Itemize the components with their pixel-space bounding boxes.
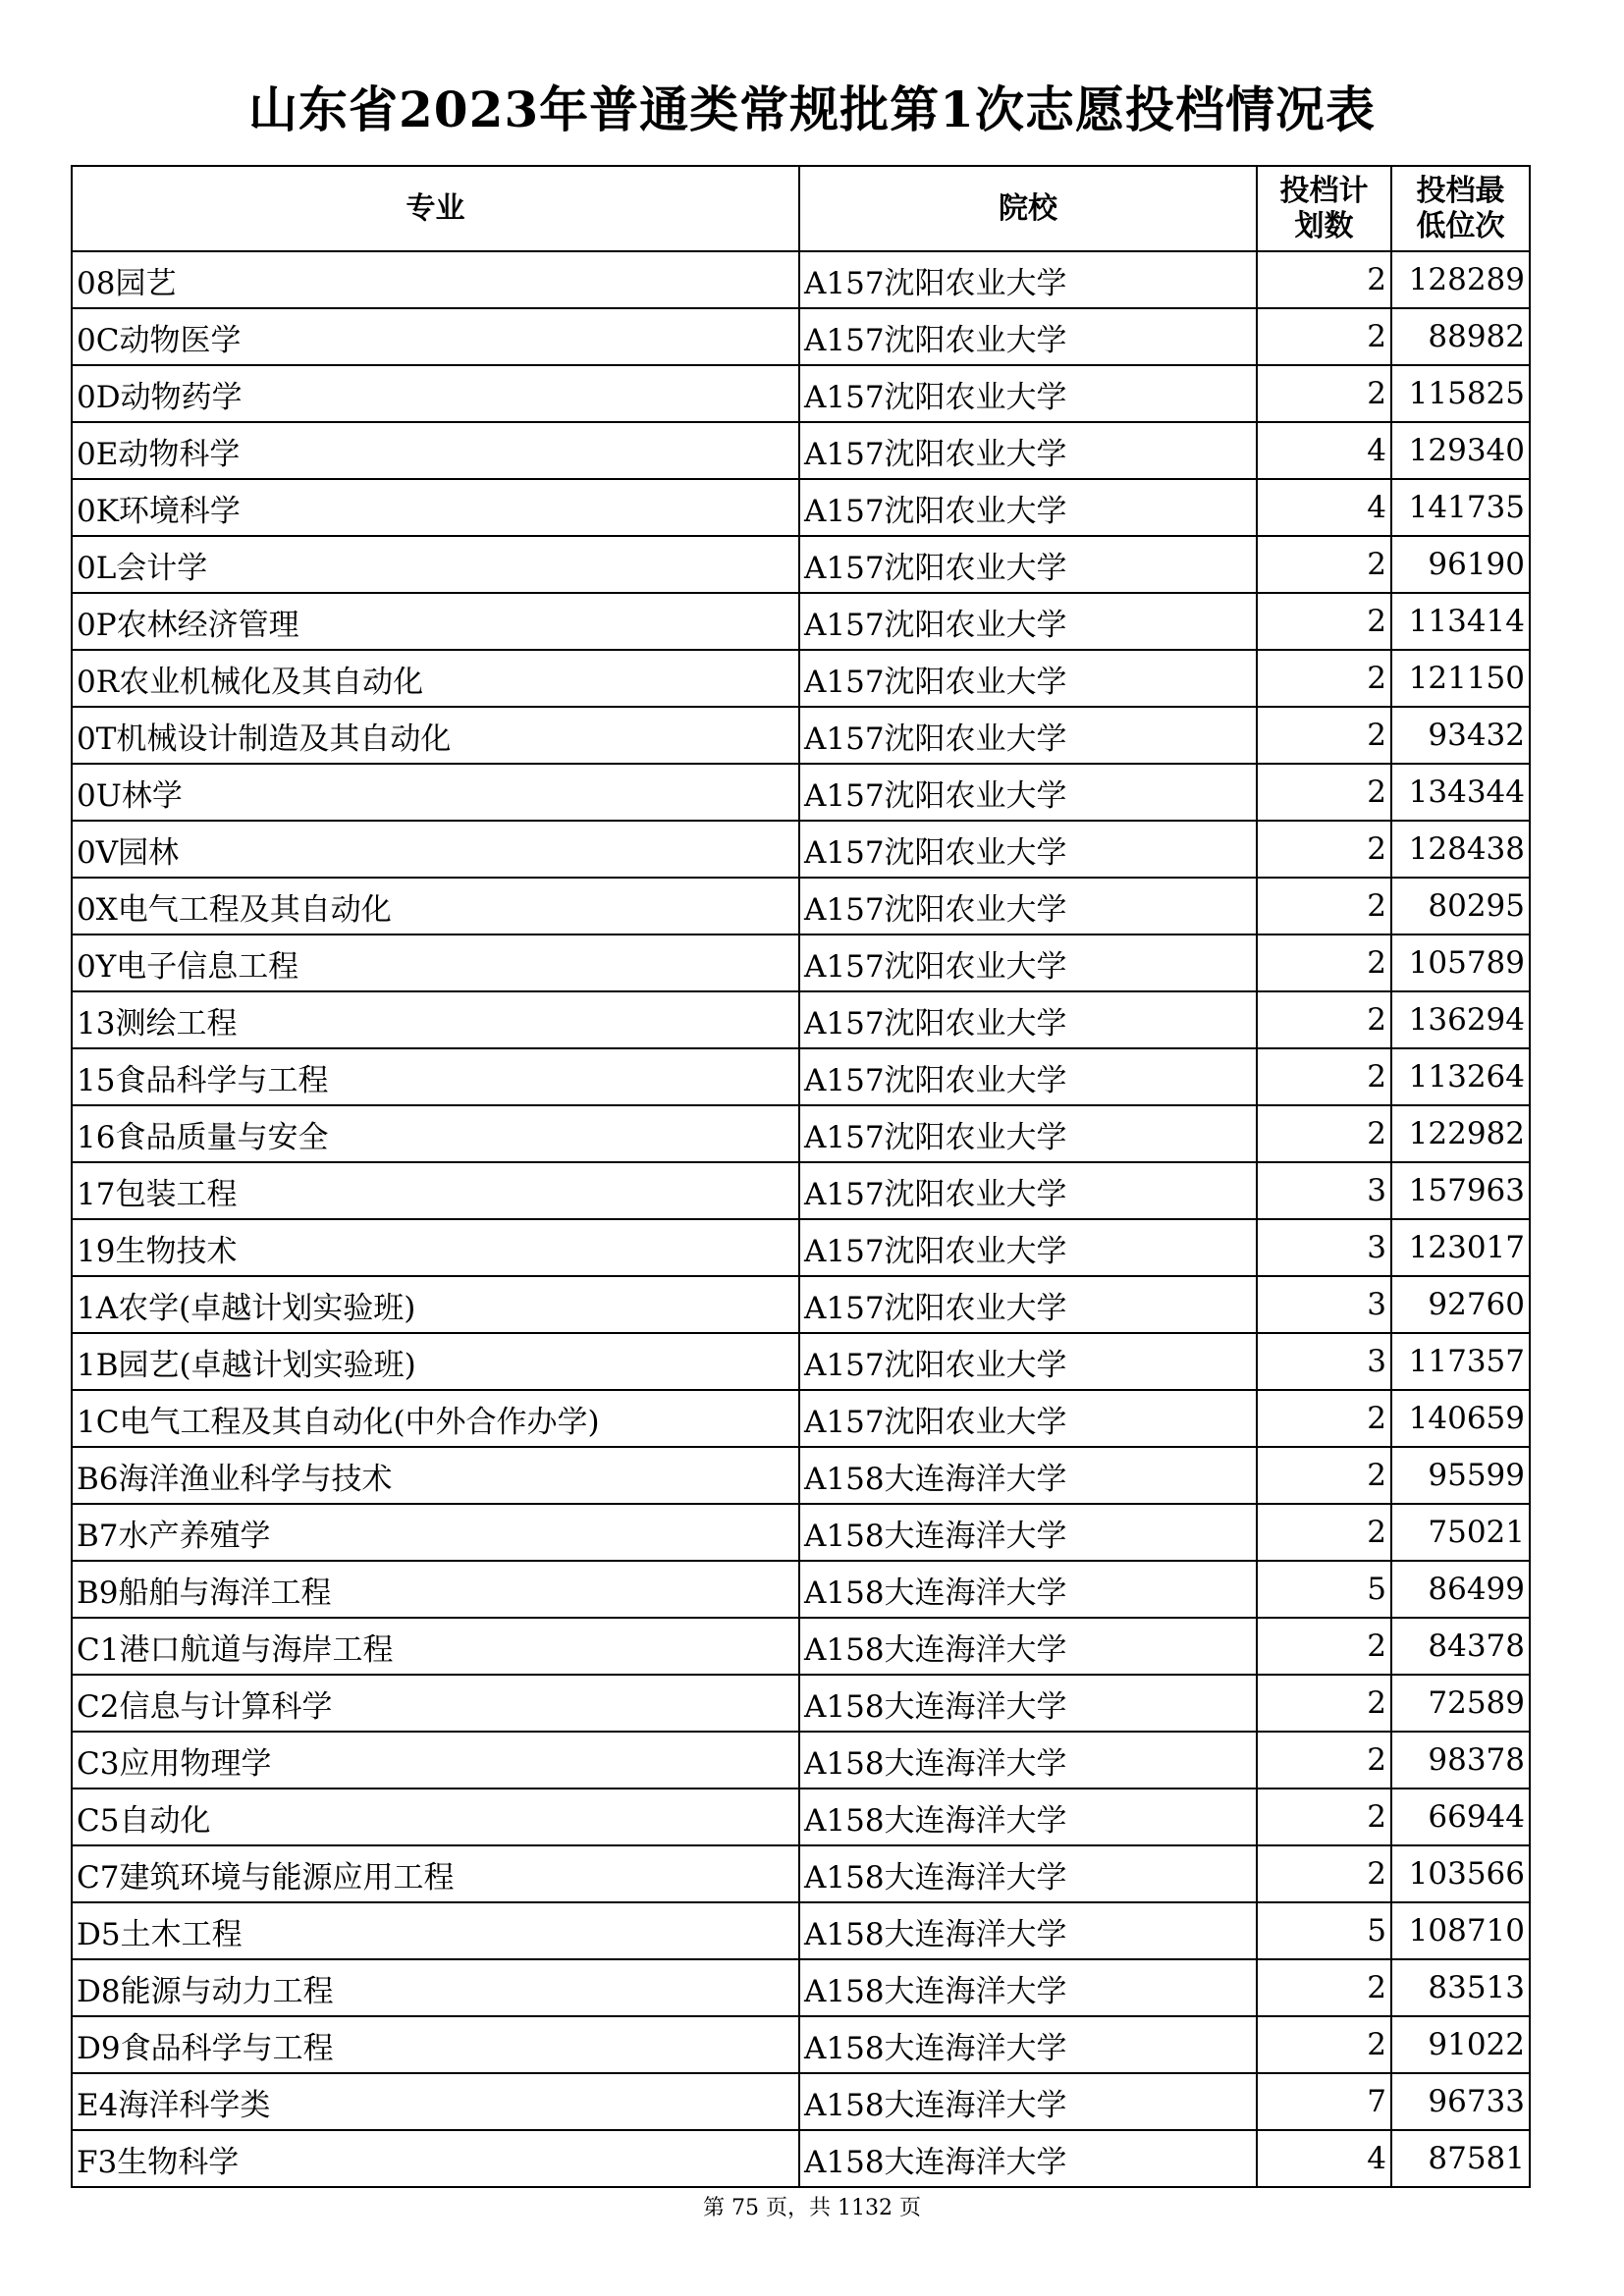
cell-plan: 2: [1257, 251, 1391, 308]
cell-school: A157沈阳农业大学: [799, 536, 1257, 593]
cell-school: A158大连海洋大学: [799, 1902, 1257, 1959]
header-major: 专业: [72, 166, 799, 251]
cell-plan: 7: [1257, 2073, 1391, 2130]
cell-major: 1C电气工程及其自动化(中外合作办学): [72, 1390, 799, 1447]
cell-school: A158大连海洋大学: [799, 1959, 1257, 2016]
cell-rank: 66944: [1391, 1789, 1530, 1845]
cell-plan: 2: [1257, 1048, 1391, 1105]
cell-school: A158大连海洋大学: [799, 1504, 1257, 1561]
cell-rank: 157963: [1391, 1162, 1530, 1219]
cell-plan: 5: [1257, 1902, 1391, 1959]
cell-plan: 2: [1257, 2016, 1391, 2073]
cell-major: 0D动物药学: [72, 365, 799, 422]
cell-major: 0C动物医学: [72, 308, 799, 365]
cell-plan: 2: [1257, 878, 1391, 934]
cell-rank: 122982: [1391, 1105, 1530, 1162]
cell-school: A158大连海洋大学: [799, 2016, 1257, 2073]
table-row: [72, 1561, 1530, 1618]
cell-major: 0V园林: [72, 821, 799, 878]
table-row: [72, 934, 1530, 991]
cell-major: C3应用物理学: [72, 1732, 799, 1789]
cell-major: 13测绘工程: [72, 991, 799, 1048]
table-row: [72, 1447, 1530, 1504]
cell-plan: 2: [1257, 1504, 1391, 1561]
cell-plan: 3: [1257, 1333, 1391, 1390]
table-row: [72, 1390, 1530, 1447]
cell-rank: 141735: [1391, 479, 1530, 536]
cell-plan: 2: [1257, 991, 1391, 1048]
cell-school: A158大连海洋大学: [799, 2130, 1257, 2187]
cell-school: A157沈阳农业大学: [799, 934, 1257, 991]
cell-rank: 93432: [1391, 707, 1530, 764]
cell-major: C1港口航道与海岸工程: [72, 1618, 799, 1675]
cell-major: 0X电气工程及其自动化: [72, 878, 799, 934]
cell-rank: 72589: [1391, 1675, 1530, 1732]
cell-rank: 103566: [1391, 1845, 1530, 1902]
header-school: 院校: [799, 166, 1257, 251]
cell-major: B6海洋渔业科学与技术: [72, 1447, 799, 1504]
header-rank-line1: 投档最: [1416, 173, 1505, 208]
cell-school: A158大连海洋大学: [799, 1618, 1257, 1675]
cell-school: A158大连海洋大学: [799, 1561, 1257, 1618]
cell-major: D8能源与动力工程: [72, 1959, 799, 2016]
table-row: [72, 593, 1530, 650]
cell-school: A157沈阳农业大学: [799, 308, 1257, 365]
cell-major: 16食品质量与安全: [72, 1105, 799, 1162]
page-title: 山东省2023年普通类常规批第1次志愿投档情况表: [248, 80, 1376, 138]
cell-major: 0P农林经济管理: [72, 593, 799, 650]
cell-major: F3生物科学: [72, 2130, 799, 2187]
header-rank-line2: 低位次: [1416, 208, 1505, 243]
cell-plan: 2: [1257, 1789, 1391, 1845]
cell-plan: 2: [1257, 593, 1391, 650]
cell-rank: 96190: [1391, 536, 1530, 593]
cell-plan: 2: [1257, 821, 1391, 878]
cell-school: A157沈阳农业大学: [799, 821, 1257, 878]
cell-rank: 105789: [1391, 934, 1530, 991]
cell-rank: 134344: [1391, 764, 1530, 821]
cell-rank: 128289: [1391, 251, 1530, 308]
cell-school: A157沈阳农业大学: [799, 1105, 1257, 1162]
table-row: [72, 2016, 1530, 2073]
cell-rank: 123017: [1391, 1219, 1530, 1276]
cell-major: 0Y电子信息工程: [72, 934, 799, 991]
cell-rank: 87581: [1391, 2130, 1530, 2187]
table-row: [72, 1732, 1530, 1789]
cell-rank: 113414: [1391, 593, 1530, 650]
cell-school: A157沈阳农业大学: [799, 593, 1257, 650]
table-row: [72, 1959, 1530, 2016]
cell-major: 0E动物科学: [72, 422, 799, 479]
cell-school: A157沈阳农业大学: [799, 1162, 1257, 1219]
cell-plan: 2: [1257, 365, 1391, 422]
page-footer: 第 75 页，共 1132 页: [703, 2196, 921, 2220]
cell-rank: 80295: [1391, 878, 1530, 934]
cell-major: D5土木工程: [72, 1902, 799, 1959]
cell-rank: 96733: [1391, 2073, 1530, 2130]
cell-rank: 121150: [1391, 650, 1530, 707]
cell-plan: 2: [1257, 1390, 1391, 1447]
cell-plan: 2: [1257, 1447, 1391, 1504]
cell-rank: 140659: [1391, 1390, 1530, 1447]
cell-school: A157沈阳农业大学: [799, 1333, 1257, 1390]
cell-plan: 2: [1257, 764, 1391, 821]
table-row: [72, 1845, 1530, 1902]
cell-plan: 2: [1257, 1618, 1391, 1675]
cell-rank: 129340: [1391, 422, 1530, 479]
cell-rank: 91022: [1391, 2016, 1530, 2073]
cell-major: C5自动化: [72, 1789, 799, 1845]
cell-rank: 115825: [1391, 365, 1530, 422]
table-row: [72, 1105, 1530, 1162]
table-row: [72, 2130, 1530, 2187]
cell-school: A157沈阳农业大学: [799, 878, 1257, 934]
cell-school: A157沈阳农业大学: [799, 1390, 1257, 1447]
header-plan: [1257, 166, 1391, 251]
cell-school: A158大连海洋大学: [799, 2073, 1257, 2130]
table-row: [72, 536, 1530, 593]
table-row: [72, 991, 1530, 1048]
admission-table: [71, 165, 1531, 2188]
cell-plan: 2: [1257, 1675, 1391, 1732]
table-row: [72, 821, 1530, 878]
cell-major: 0U林学: [72, 764, 799, 821]
cell-school: A157沈阳农业大学: [799, 1219, 1257, 1276]
cell-major: 0L会计学: [72, 536, 799, 593]
cell-school: A157沈阳农业大学: [799, 422, 1257, 479]
cell-plan: 2: [1257, 536, 1391, 593]
header-rank: [1391, 166, 1530, 251]
cell-major: 1B园艺(卓越计划实验班): [72, 1333, 799, 1390]
cell-school: A157沈阳农业大学: [799, 764, 1257, 821]
table-row: [72, 1902, 1530, 1959]
cell-plan: 3: [1257, 1219, 1391, 1276]
cell-school: A157沈阳农业大学: [799, 251, 1257, 308]
header-plan-line1: 投档计: [1279, 173, 1369, 208]
cell-rank: 95599: [1391, 1447, 1530, 1504]
table-row: [72, 1219, 1530, 1276]
table-row: [72, 707, 1530, 764]
cell-plan: 2: [1257, 1732, 1391, 1789]
cell-rank: 117357: [1391, 1333, 1530, 1390]
cell-school: A157沈阳农业大学: [799, 479, 1257, 536]
cell-rank: 113264: [1391, 1048, 1530, 1105]
cell-school: A157沈阳农业大学: [799, 365, 1257, 422]
cell-plan: 2: [1257, 707, 1391, 764]
cell-rank: 86499: [1391, 1561, 1530, 1618]
table-row: [72, 1789, 1530, 1845]
cell-plan: 2: [1257, 1959, 1391, 2016]
cell-school: A158大连海洋大学: [799, 1447, 1257, 1504]
cell-school: A157沈阳农业大学: [799, 1048, 1257, 1105]
cell-plan: 3: [1257, 1162, 1391, 1219]
cell-major: C7建筑环境与能源应用工程: [72, 1845, 799, 1902]
cell-major: 0R农业机械化及其自动化: [72, 650, 799, 707]
cell-major: D9食品科学与工程: [72, 2016, 799, 2073]
table-row: [72, 1048, 1530, 1105]
cell-plan: 4: [1257, 422, 1391, 479]
cell-school: A158大连海洋大学: [799, 1732, 1257, 1789]
table-row: [72, 2073, 1530, 2130]
cell-rank: 75021: [1391, 1504, 1530, 1561]
cell-major: 0T机械设计制造及其自动化: [72, 707, 799, 764]
cell-rank: 108710: [1391, 1902, 1530, 1959]
table-row: [72, 1276, 1530, 1333]
table-row: [72, 764, 1530, 821]
cell-major: 19生物技术: [72, 1219, 799, 1276]
cell-rank: 98378: [1391, 1732, 1530, 1789]
table-row: [72, 878, 1530, 934]
cell-rank: 83513: [1391, 1959, 1530, 2016]
table-row: [72, 1162, 1530, 1219]
cell-rank: 84378: [1391, 1618, 1530, 1675]
table-row: [72, 650, 1530, 707]
cell-school: A157沈阳农业大学: [799, 650, 1257, 707]
cell-plan: 4: [1257, 2130, 1391, 2187]
header-plan-line2: 划数: [1294, 208, 1354, 243]
cell-plan: 2: [1257, 308, 1391, 365]
cell-major: C2信息与计算科学: [72, 1675, 799, 1732]
cell-school: A158大连海洋大学: [799, 1845, 1257, 1902]
cell-major: B7水产养殖学: [72, 1504, 799, 1561]
table-row: [72, 251, 1530, 308]
cell-school: A157沈阳农业大学: [799, 991, 1257, 1048]
cell-plan: 2: [1257, 1105, 1391, 1162]
table-row: [72, 1504, 1530, 1561]
cell-plan: 2: [1257, 934, 1391, 991]
cell-rank: 136294: [1391, 991, 1530, 1048]
table-row: [72, 365, 1530, 422]
table-row: [72, 422, 1530, 479]
cell-plan: 2: [1257, 650, 1391, 707]
cell-plan: 3: [1257, 1276, 1391, 1333]
table-row: [72, 1618, 1530, 1675]
cell-plan: 4: [1257, 479, 1391, 536]
cell-major: 0K环境科学: [72, 479, 799, 536]
cell-school: A157沈阳农业大学: [799, 1276, 1257, 1333]
cell-major: B9船舶与海洋工程: [72, 1561, 799, 1618]
cell-rank: 88982: [1391, 308, 1530, 365]
table-row: [72, 1675, 1530, 1732]
cell-school: A158大连海洋大学: [799, 1675, 1257, 1732]
table-row: [72, 308, 1530, 365]
cell-major: 08园艺: [72, 251, 799, 308]
cell-major: 1A农学(卓越计划实验班): [72, 1276, 799, 1333]
cell-school: A157沈阳农业大学: [799, 707, 1257, 764]
cell-major: E4海洋科学类: [72, 2073, 799, 2130]
cell-plan: 2: [1257, 1845, 1391, 1902]
cell-school: A158大连海洋大学: [799, 1789, 1257, 1845]
cell-rank: 92760: [1391, 1276, 1530, 1333]
table-row: [72, 1333, 1530, 1390]
cell-major: 15食品科学与工程: [72, 1048, 799, 1105]
table-header-row: [72, 166, 1530, 251]
cell-rank: 128438: [1391, 821, 1530, 878]
table-row: [72, 479, 1530, 536]
cell-major: 17包装工程: [72, 1162, 799, 1219]
cell-plan: 5: [1257, 1561, 1391, 1618]
